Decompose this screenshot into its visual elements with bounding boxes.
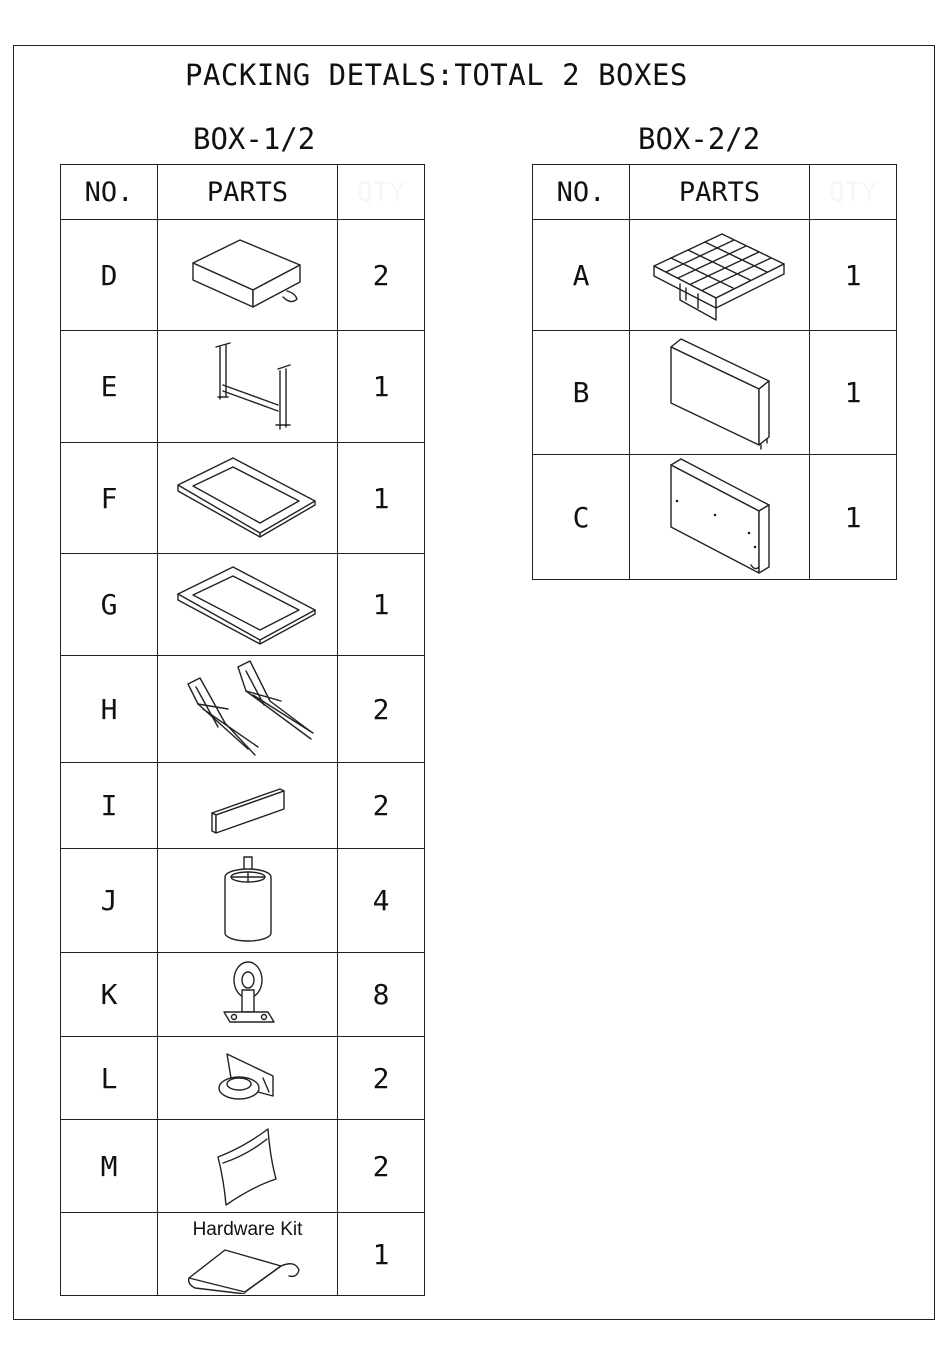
hardware-kit-icon (185, 1238, 310, 1294)
caster-wheel-icon (218, 960, 278, 1030)
box2-title: BOX-2/2 (638, 122, 761, 156)
part-number (61, 1213, 158, 1296)
glide-bracket-icon (213, 1048, 283, 1108)
table-row (61, 656, 425, 763)
part-number: L (61, 1037, 158, 1120)
header-qty: QTY (810, 165, 897, 220)
part-qty: 2 (338, 763, 425, 849)
part-image (630, 455, 810, 580)
part-number: D (61, 220, 158, 331)
table-row (61, 443, 425, 554)
hardware-kit-label: Hardware Kit (192, 1219, 303, 1240)
table-row (61, 1037, 425, 1120)
part-image (158, 554, 338, 656)
table-row (61, 953, 425, 1037)
part-image (158, 331, 338, 443)
header-parts: PARTS (630, 165, 810, 220)
cushion-pad-icon (188, 235, 308, 315)
part-number: H (61, 656, 158, 763)
part-qty: 1 (338, 443, 425, 554)
part-number: C (533, 455, 630, 580)
part-image (158, 1120, 338, 1213)
table-header-row (61, 165, 425, 220)
table-row (61, 220, 425, 331)
part-image (630, 220, 810, 331)
table-row (61, 554, 425, 656)
part-qty: 4 (338, 849, 425, 953)
part-number: E (61, 331, 158, 443)
box2-table (532, 164, 897, 580)
table-row (61, 763, 425, 849)
part-image (158, 763, 338, 849)
back-panel-icon (665, 457, 775, 577)
header-parts: PARTS (158, 165, 338, 220)
table-row (61, 1213, 425, 1296)
part-number: I (61, 763, 158, 849)
table-row (533, 331, 897, 455)
part-qty: 1 (338, 1213, 425, 1296)
lift-mechanism-icon (178, 659, 318, 759)
part-number: M (61, 1120, 158, 1213)
header-no: NO. (61, 165, 158, 220)
pouch-icon (215, 1125, 280, 1207)
cylinder-foot-icon (218, 855, 278, 947)
part-qty: 1 (810, 331, 897, 455)
box1-table (60, 164, 425, 1296)
part-qty: 1 (810, 455, 897, 580)
part-qty: 1 (338, 554, 425, 656)
rectangular-frame-icon (175, 453, 320, 543)
part-image (158, 953, 338, 1037)
part-number: J (61, 849, 158, 953)
part-qty: 2 (338, 1120, 425, 1213)
part-number: K (61, 953, 158, 1037)
part-qty: 8 (338, 953, 425, 1037)
part-qty: 1 (810, 220, 897, 331)
part-number: A (533, 220, 630, 331)
table-row (61, 331, 425, 443)
page-title: PACKING DETALS:TOTAL 2 BOXES (185, 58, 688, 92)
part-qty: 2 (338, 1037, 425, 1120)
part-image (158, 656, 338, 763)
part-number: F (61, 443, 158, 554)
part-number: G (61, 554, 158, 656)
part-image (158, 443, 338, 554)
header-no: NO. (533, 165, 630, 220)
rectangular-frame-icon (175, 562, 320, 647)
side-panel-icon (665, 335, 775, 450)
part-image (158, 220, 338, 331)
header-qty: QTY (338, 165, 425, 220)
part-image (630, 331, 810, 455)
slat-board-icon (208, 773, 288, 838)
part-qty: 2 (338, 220, 425, 331)
part-qty: 1 (338, 331, 425, 443)
table-row (61, 849, 425, 953)
tufted-seat-icon (650, 228, 790, 323)
part-qty: 2 (338, 656, 425, 763)
table-row (533, 455, 897, 580)
part-image (158, 1037, 338, 1120)
part-image (158, 849, 338, 953)
support-leg-frame-icon (198, 339, 298, 434)
part-number: B (533, 331, 630, 455)
box1-title: BOX-1/2 (193, 122, 316, 156)
part-image (158, 1213, 338, 1296)
table-row (533, 220, 897, 331)
table-row (61, 1120, 425, 1213)
table-header-row (533, 165, 897, 220)
